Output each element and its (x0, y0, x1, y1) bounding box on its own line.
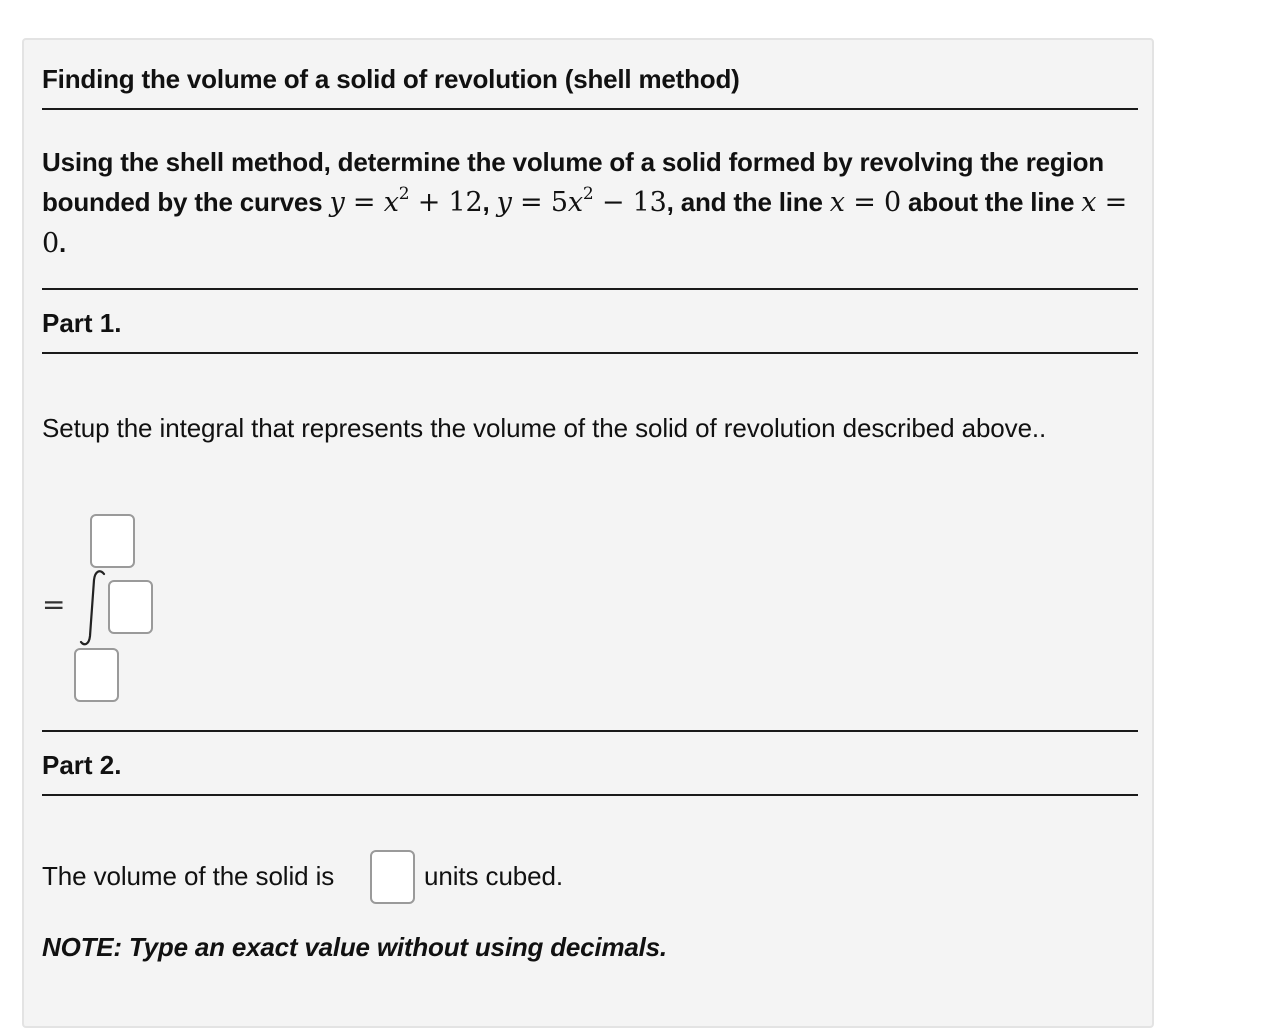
note-text: NOTE: Type an exact value without using decimals. (42, 932, 667, 962)
problem-intro: Using the shell method, determine the volume of a solid formed by revolving the region bounded by the curves (42, 147, 1104, 217)
upper-limit-input[interactable] (90, 514, 135, 568)
part-1-instruction: Setup the integral that represents the volume of the solid of revolution described above.. (42, 413, 1047, 443)
lower-limit-input[interactable] (74, 648, 119, 702)
divider (42, 108, 1138, 110)
divider (42, 794, 1138, 796)
curve-1-equation: $y = x^2 + 12$ (329, 184, 483, 218)
part-2-label: Part 2. (42, 750, 122, 780)
volume-prefix: The volume of the solid is (42, 861, 335, 891)
divider (42, 352, 1138, 354)
integral-sign-icon (76, 568, 110, 648)
axis-equation: x = 0 (42, 187, 1128, 259)
volume-answer-row (42, 856, 334, 896)
part-1-label: Part 1. (42, 308, 122, 338)
question-title: Finding the volume of a solid of revolution (shell method) (42, 64, 740, 94)
volume-input[interactable] (370, 850, 415, 904)
volume-suffix: units cubed. (424, 861, 564, 891)
and-the-line-text: and the line (680, 187, 823, 217)
question-card (22, 38, 1154, 1028)
divider (42, 730, 1138, 732)
about-the-line-text: about the line (908, 187, 1075, 217)
bounding-line-equation: x = 0 (829, 187, 901, 218)
integrand-input[interactable] (108, 580, 153, 634)
curve-2-equation: $y = 5x^2 - 13$ (496, 184, 667, 218)
problem-statement: Using the shell method, determine the volume of a solid formed by revolving the region bounded by the curves $y = x^2 + 12$, $y = 5x^2 - 13$, and the line x = 0 about the line x = 0. (42, 147, 1128, 259)
divider (42, 288, 1138, 290)
equals-sign: = (42, 588, 66, 621)
